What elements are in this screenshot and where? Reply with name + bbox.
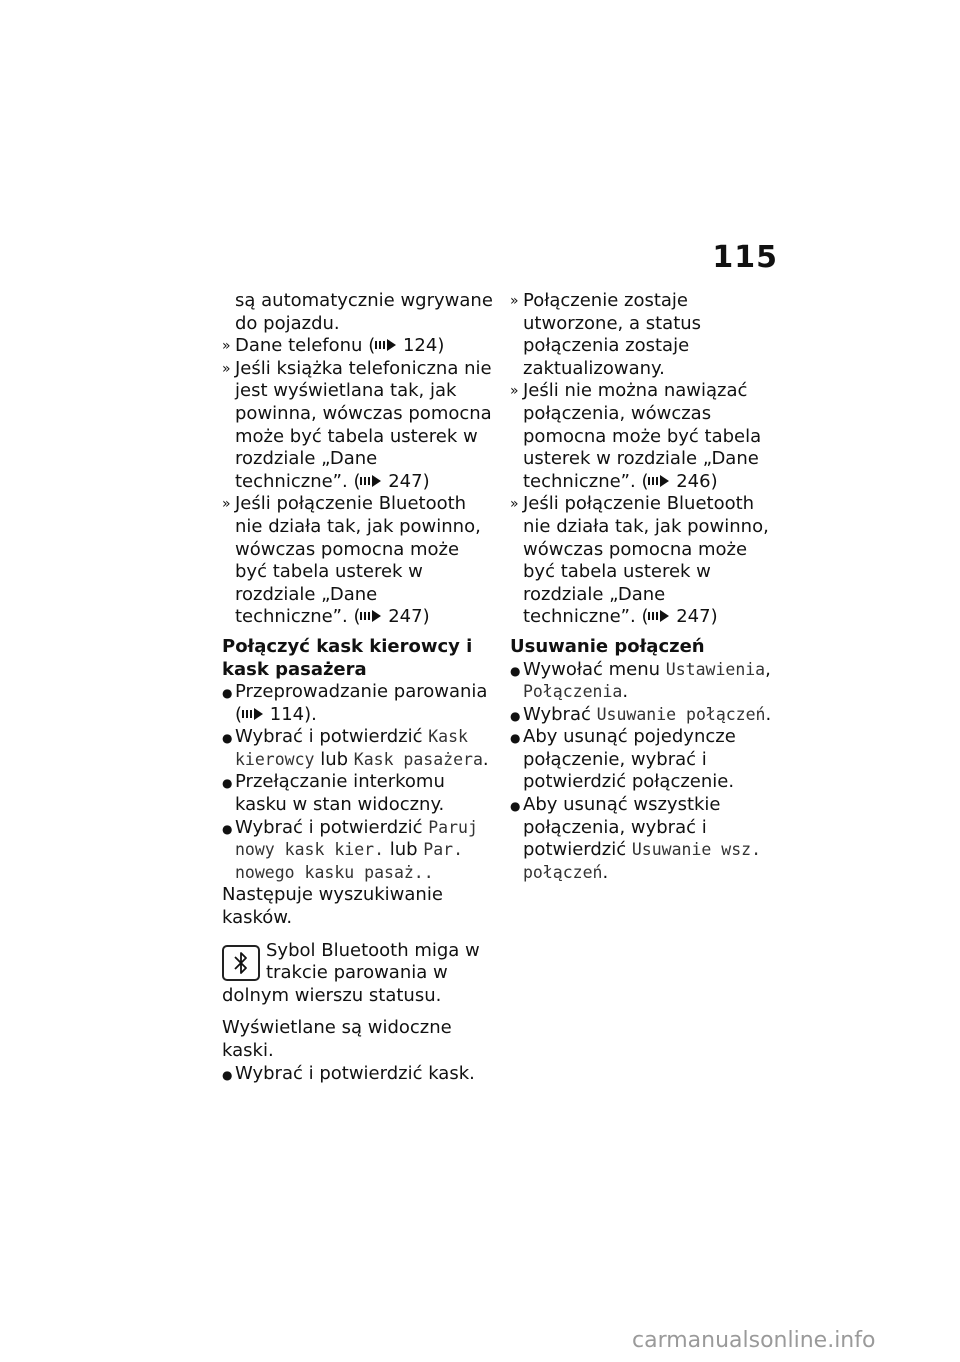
right-column [510, 290, 782, 884]
bullet-marker: ● [222, 686, 233, 701]
menu-item-driver-helmet: Kask kierowcy [235, 727, 468, 769]
bullet-marker: ● [510, 663, 521, 678]
step-select-helmet: ● Wybrać i potwierdzić Kask kierowcy lub Kask pasażera. [222, 726, 489, 770]
intro-text: są automatycznie wgrywane do pojazdu. [235, 290, 493, 334]
menu-item-delete-connections: Usuwanie połączeń [596, 704, 766, 724]
page-reference[interactable]: 124 [375, 335, 437, 356]
result-marker: » [222, 338, 231, 355]
result-marker: » [510, 496, 519, 513]
menu-item-pair-new-passenger: Par. nowego kasku pasaż.. [235, 840, 464, 882]
bullet-marker: ● [222, 821, 233, 836]
menu-item-settings: Ustawienia [665, 659, 766, 679]
step-pairing: ● Przeprowadzanie parowania ( 114). [222, 681, 488, 725]
result-phone-data: » Dane telefonu ( 124) [222, 335, 445, 357]
page-number: 115 [712, 240, 778, 275]
result-phonebook: » Jeśli książka telefoniczna nie jest wyświetlana tak, jak powinna, wówczas pomocna może być tabela usterek w rozdziale „Dane techniczne”. ( 247) [222, 357, 492, 492]
step-open-menu: ● Wywołać menu Ustawienia, Połączenia. [510, 658, 771, 703]
page-reference[interactable]: 114 [242, 704, 304, 725]
page-reference[interactable]: 247 [360, 606, 422, 627]
result-bluetooth-fail-right: » Jeśli połączenie Bluetooth nie działa tak, jak powinno, wówczas pomocna może być tabela usterek w rozdziale „Dane techniczne”. ( 247) [510, 493, 769, 628]
visible-helmets-text: Wyświetlane są widoczne kaski. [222, 1017, 452, 1061]
menu-item-passenger-helmet: Kask pasażera [353, 749, 483, 769]
search-text: Następuje wyszukiwanie kasków. [222, 884, 443, 929]
step-intercom: ● Przełączanie interkomu kasku w stan widoczny. [222, 771, 445, 816]
bluetooth-icon [222, 945, 260, 981]
arrow-reference-icon [360, 609, 382, 623]
arrow-reference-icon [242, 707, 264, 721]
bullet-marker: ● [222, 776, 233, 791]
menu-item-pair-new-driver: Paruj nowy kask kier. [235, 817, 478, 860]
left-column [222, 290, 494, 1085]
result-marker: » [222, 496, 231, 513]
bullet-marker: ● [510, 731, 521, 746]
step-select-delete: ● Wybrać Usuwanie połączeń. [510, 704, 782, 727]
page-reference[interactable]: 247 [648, 606, 710, 627]
bluetooth-note [222, 940, 494, 1008]
step-pair-new: ● Wybrać i potwierdzić Paruj nowy kask kier. lub Par. nowego kasku pasaż.. [222, 816, 478, 882]
section-heading-pair-helmets: Połączyć kask kierowcy i kask pasażera [222, 635, 473, 680]
result-marker: » [222, 360, 231, 377]
section-heading-delete-connections: Usuwanie połączeń [510, 635, 705, 657]
arrow-reference-icon [375, 338, 397, 352]
arrow-reference-icon [648, 474, 670, 488]
bullet-marker: ● [222, 731, 233, 746]
arrow-reference-icon [360, 474, 382, 488]
menu-item-delete-all-connections: Usuwanie wsz. połączeń [523, 840, 762, 882]
result-bluetooth-fail: » Jeśli połączenie Bluetooth nie działa tak, jak powinno, wówczas pomocna może być tabela usterek w rozdziale „Dane techniczne”. ( 247) [222, 493, 481, 628]
bullet-marker: ● [222, 1067, 233, 1082]
result-marker: » [510, 383, 519, 400]
arrow-reference-icon [648, 609, 670, 623]
page-reference[interactable]: 246 [648, 471, 710, 492]
result-cannot-connect: » Jeśli nie można nawiązać połączenia, wówczas pomocna może być tabela usterek w rozdziale „Dane techniczne”. ( 246) [510, 380, 762, 492]
page-reference[interactable]: 247 [360, 471, 422, 492]
step-select-kask: ● Wybrać i potwierdzić kask. [222, 1063, 494, 1086]
result-marker: » [510, 293, 519, 309]
result-connected: » Połączenie zostaje utworzone, a status połączenia zostaje zaktualizowany. [510, 290, 702, 379]
bullet-marker: ● [510, 799, 521, 814]
bluetooth-note-text: Sybol Bluetooth miga w trakcie parowania w dolnym wierszu statusu. [222, 939, 480, 1006]
bullet-marker: ● [510, 708, 521, 723]
menu-item-connections: Połączenia [523, 682, 623, 702]
watermark: carmanualsonline.info [632, 1328, 876, 1353]
step-delete-all: ● Aby usunąć wszystkie połączenia, wybrać i potwierdzić Usuwanie wsz. połączeń. [510, 794, 762, 883]
step-delete-one: ● Aby usunąć pojedyncze połączenie, wybrać i potwierdzić połączenie. [510, 726, 736, 793]
